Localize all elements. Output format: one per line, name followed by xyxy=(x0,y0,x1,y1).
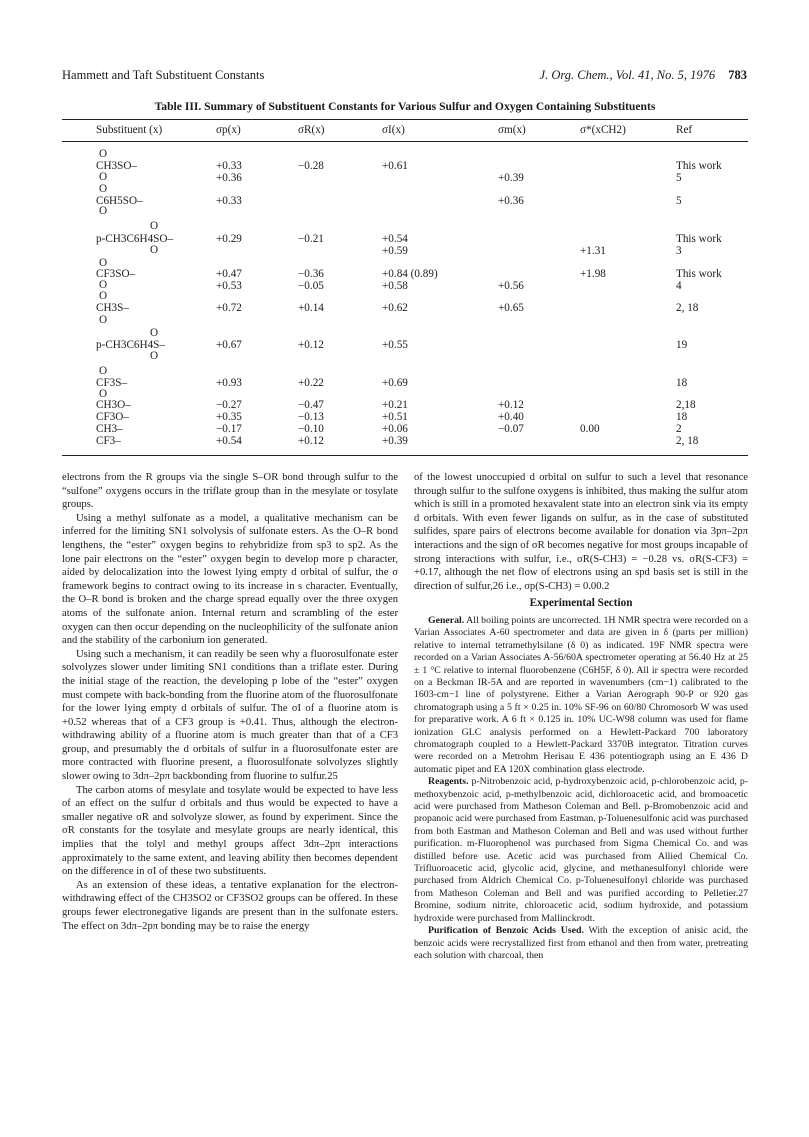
table-cell: +0.12 xyxy=(298,435,324,447)
table-cell: +0.72 xyxy=(216,302,242,314)
substituent-cell: CH3O– xyxy=(96,399,131,411)
table-cell: +0.51 xyxy=(382,411,408,423)
table-cell: +0.36 xyxy=(498,195,524,207)
substituent-cell: CF3O– xyxy=(96,411,129,423)
run-in-heading: Reagents. xyxy=(428,776,469,788)
table-cell: −0.10 xyxy=(298,423,324,435)
paragraph: of the lowest unoccupied d orbital on sulfur to such a level that resonance through sulfur to the sulfone oxygens is inhibited, thus making the sulfur atom which is still in a promoted hexavalent state into an electron sink via its empty d orbitals. With even fewer ligands on sulfur, as in the case of substituted sulfides, spare pairs of electrons become available for donation via 3pπ–2pπ interactions and the sign of σR becomes negative for most groups incapable of strong interactions with sulfur, i.e., σR(S-CH3) = −0.28 vs. σR(S-CF3) = +0.17, although the net flow of electrons using an spd basis set is still in the direction of sulfur,26 i.e., σp(S-CH3) = 0.00.2 xyxy=(414,472,748,592)
oxygen-atom-glyph: O xyxy=(99,388,108,400)
table-cell: +0.61 xyxy=(382,160,408,172)
table-cell: +0.39 xyxy=(498,172,524,184)
table-cell: −0.36 xyxy=(298,268,324,280)
table-cell: −0.28 xyxy=(298,160,324,172)
paragraph-text: All boiling points are uncorrected. 1H NMR spectra were recorded on a Varian Associates A-60 spectrometer and data are given in δ (parts per million) relative to internal tetramethylsilane (δ 0) as indicated. 19F NMR spectra were recorded on a Varian Associates A-56/60A spectrometer operating at 56.40 Hz at 25 ± 1 °C relative to internal fluorobenzene (C6H5F, δ 0). All ir spectra were recorded on a Beckman IR-5A and are reported in wavenumbers (cm−1) calibrated to the 1603-cm−1 line of polystyrene. Either a Varian Aerograph 90-P or 920 gas chromatograph using a 5 ft × 0.25 in. 10% SF-96 on 60/80 Chromosorb W was used for preparative work. A 6 ft × 0.125 in. 10% UC-W98 column was used for flame ionization GLC analysis performed on a Hewlett-Packard 700 laboratory chromatograph coupled to a Hewlett-Packard 3370B integrator. Titration curves were recorded on a Metrohm Herisau E 436 potentiograph using an E 436 D automatic pipet and EA 120X combination glass electrode. xyxy=(414,614,748,775)
table-cell: −0.21 xyxy=(298,233,324,245)
run-in-heading: General. xyxy=(428,614,465,626)
table-caption: Table III. Summary of Substituent Constants for Various Sulfur and Oxygen Containing Substituents xyxy=(154,100,656,113)
table-cell: This work xyxy=(676,160,722,172)
table-cell: +0.93 xyxy=(216,377,242,389)
table-cell: +0.54 xyxy=(382,233,408,245)
column-header: Substituent (x) xyxy=(96,124,163,136)
paragraph-text: With the exception of anisic acid, the benzoic acids were recrystallized first from ethanol and then from water, pretreating each solution with charcoal, then xyxy=(414,925,748,961)
table-cell: +0.84 (0.89) xyxy=(382,268,438,280)
paragraph: As an extension of these ideas, a tentative explanation for the electron-withdrawing effect of the CH3SO2 or CF3SO2 groups can be offered. In these groups fewer electronegative ligands are present than in the sulfonate esters. The effect on 3dπ–2pπ bonding may be to raise the energy xyxy=(62,879,398,932)
substituent-cell: CH3S– xyxy=(96,302,129,314)
running-header-left: Hammett and Taft Substituent Constants xyxy=(62,68,265,82)
table-cell: +0.67 xyxy=(216,339,242,351)
table-cell: +0.33 xyxy=(216,160,242,172)
table-cell: +0.29 xyxy=(216,233,242,245)
table-top-rule xyxy=(62,119,748,120)
paragraph: electrons from the R groups via the single S–OR bond through sulfur to the “sulfone” oxygens occurs in the triflate group than in the mesylate or tosylate groups. xyxy=(62,472,398,511)
table-cell: 5 xyxy=(676,195,682,207)
table-cell: 4 xyxy=(676,280,682,292)
substituent-cell: CH3SO– xyxy=(96,160,138,172)
table-cell: +0.55 xyxy=(382,339,408,351)
substituent-cell: p-CH3C6H4S– xyxy=(96,339,165,351)
table-cell: +0.47 xyxy=(216,268,242,280)
table-cell: +0.54 xyxy=(216,435,242,447)
substituent-cell: CH3– xyxy=(96,423,123,435)
oxygen-atom-glyph: O xyxy=(150,220,159,232)
paragraph-general xyxy=(414,615,748,776)
table-cell: This work xyxy=(676,233,722,245)
paragraph-reagents xyxy=(414,776,748,925)
table-cell: +0.59 xyxy=(382,245,408,257)
table-header-rule xyxy=(62,141,748,142)
table-cell: +0.58 xyxy=(382,280,408,292)
table-cell: −0.47 xyxy=(298,399,324,411)
table-cell: +0.36 xyxy=(216,172,242,184)
right-column xyxy=(414,471,748,962)
table-cell: 2, 18 xyxy=(676,435,699,447)
table-bottom-rule xyxy=(62,455,748,456)
paragraph-text: p-Nitrobenzoic acid, p-hydroxybenzoic acid, p-chlorobenzoic acid, p-methoxybenzoic acid, p-methylbenzoic acid, dichloroacetic acid, and bromoacetic acid were purchased from Matheson Coleman and Bell. p-Bromobenzoic acid and propanoic acid were purchased from Eastman. p-Toluenesulfonic acid was purchased from both Eastman and Matheson Coleman and Bell and was used without further purification. m-Fluorophenol was purchased from Sigma Chemical Co. and was distilled before use. Acetic acid was purchased from Allied Chemical Co. Trifluoroacetic acid, glycolic acid, glycine, and methanesulfonyl chloride were purchased from Aldrich Chemical Co. p-Toluenesulfonyl chloride was purchased from Matheson Coleman and Bell and was purified according to Pelletier.27 Bromine, sodium nitrite, chloroacetic acid, sodium hydroxide, and potassium hydroxide were purchased from Mallinckrodt. xyxy=(414,776,748,924)
column-header: σI(x) xyxy=(382,124,405,136)
table-cell: −0.17 xyxy=(216,423,242,435)
table-cell: +0.12 xyxy=(298,339,324,351)
table-cell: 0.00 xyxy=(580,423,600,435)
run-in-heading: Purification of Benzoic Acids Used. xyxy=(428,925,584,937)
table-cell: 5 xyxy=(676,172,682,184)
oxygen-atom-glyph: O xyxy=(99,205,108,217)
table-cell: +0.12 xyxy=(498,399,524,411)
table-cell: 18 xyxy=(676,377,688,389)
column-header: σR(x) xyxy=(298,124,325,136)
oxygen-atom-glyph: O xyxy=(150,327,159,339)
table-cell: +0.35 xyxy=(216,411,242,423)
table-cell: +0.53 xyxy=(216,280,242,292)
table-cell: This work xyxy=(676,268,722,280)
table-cell: +0.40 xyxy=(498,411,524,423)
table-cell: +0.39 xyxy=(382,435,408,447)
journal-citation: J. Org. Chem., Vol. 41, No. 5, 1976 xyxy=(539,68,716,82)
oxygen-atom-glyph: O xyxy=(99,183,108,195)
substituent-cell: CF3S– xyxy=(96,377,128,389)
table-cell: +0.62 xyxy=(382,302,408,314)
table-cell: +0.22 xyxy=(298,377,324,389)
table-cell: 19 xyxy=(676,339,688,351)
table-cell: 18 xyxy=(676,411,688,423)
table-cell: +0.65 xyxy=(498,302,524,314)
column-header: Ref xyxy=(676,124,693,136)
oxygen-atom-glyph: O xyxy=(99,290,108,302)
column-header: σ*(xCH2) xyxy=(580,124,626,136)
table-cell: 2, 18 xyxy=(676,302,699,314)
table-cell: +0.14 xyxy=(298,302,324,314)
table-cell: −0.07 xyxy=(498,423,524,435)
table-cell: +1.31 xyxy=(580,245,606,257)
oxygen-atom-glyph: O xyxy=(99,365,108,377)
oxygen-atom-glyph: O xyxy=(99,257,108,269)
substituent-cell: CF3– xyxy=(96,435,121,447)
oxygen-atom-glyph: O xyxy=(99,279,108,291)
table-cell: +1.98 xyxy=(580,268,606,280)
oxygen-atom-glyph: O xyxy=(99,314,108,326)
table-cell: 2,18 xyxy=(676,399,696,411)
paragraph: The carbon atoms of mesylate and tosylate would be expected to have less of an effect on the sulfur d orbitals and thus would be expected to have a smaller negative σR and solvolyze slower, as found by experiment. Since the σR constants for the tosylate and mesylate groups are nearly identical, this implies that the tolyl and methyl groups affect 3dπ–2pπ interactions approximately to the same extent, and leaving ability then becomes dependent on the difference in σI of these two substituents. xyxy=(62,784,398,878)
section-title: Experimental Section xyxy=(529,597,633,610)
oxygen-atom-glyph: O xyxy=(99,171,108,183)
substituent-cell: CF3SO– xyxy=(96,268,136,280)
table-cell: −0.13 xyxy=(298,411,324,423)
table-cell: +0.06 xyxy=(382,423,408,435)
table-cell: +0.33 xyxy=(216,195,242,207)
table-cell: +0.21 xyxy=(382,399,408,411)
column-header: σp(x) xyxy=(216,124,241,136)
paragraph: Using a methyl sulfonate as a model, a qualitative mechanism can be inferred for the limiting SN1 solvolysis of sulfonate esters. As the O–R bond lengthens, the “ester” oxygen begins to rehybridize from sp3 to sp2. As the lone pair electrons on the “ester” oxygen begin to develop more p character, aided by delocalization into the lowest lying empty d orbital of sulfur, the σ framework begins to contract owing to its increase in s character. Eventually, the O–R bond is broken and the charge spread equally over the three oxygen atoms of the sulfonate anion. Internal return and scrambling of the ester oxygen can then occur depending on the nucleophilicity of the sulfonate anion and the stability of the carbonium ion generated. xyxy=(62,512,398,647)
oxygen-atom-glyph: O xyxy=(150,350,159,362)
table-cell: −0.05 xyxy=(298,280,324,292)
left-column xyxy=(62,471,398,933)
table-cell: 2 xyxy=(676,423,682,435)
table-cell: 3 xyxy=(676,245,682,257)
running-header-right xyxy=(540,68,747,83)
table-cell: +0.69 xyxy=(382,377,408,389)
oxygen-atom-glyph: O xyxy=(150,244,159,256)
table-cell: −0.27 xyxy=(216,399,242,411)
oxygen-atom-glyph: O xyxy=(99,148,108,160)
page-number: 783 xyxy=(728,68,747,82)
table-cell: +0.56 xyxy=(498,280,524,292)
substituent-cell: C6H5SO– xyxy=(96,195,143,207)
paragraph-purification xyxy=(414,925,748,962)
substituent-cell: p-CH3C6H4SO– xyxy=(96,233,174,245)
column-header: σm(x) xyxy=(498,124,526,136)
paragraph: Using such a mechanism, it can readily be seen why a fluorosulfonate ester solvolyzes slower under limiting SN1 conditions than a triflate ester. During the initial stage of the reaction, the developing p lobe of the “ester” oxygen must compete with back-bonding from the fluorine atom of the fluorosulfonate for the lower lying empty d orbitals of sulfur. The σI of a fluorine atom is +0.52 whereas that of a CF3 group is +0.41. Thus, although the electron-withdrawing ability of a fluorine atom is much greater than that of a CF3 group, and presumably the d orbitals of sulfur in a fluorosulfonate ester are more contracted with fluorine present, a fluorosulfonate solvolyzes slightly slower owing to 3dπ–2pπ backbonding from fluorine to sulfur.25 xyxy=(62,648,398,783)
